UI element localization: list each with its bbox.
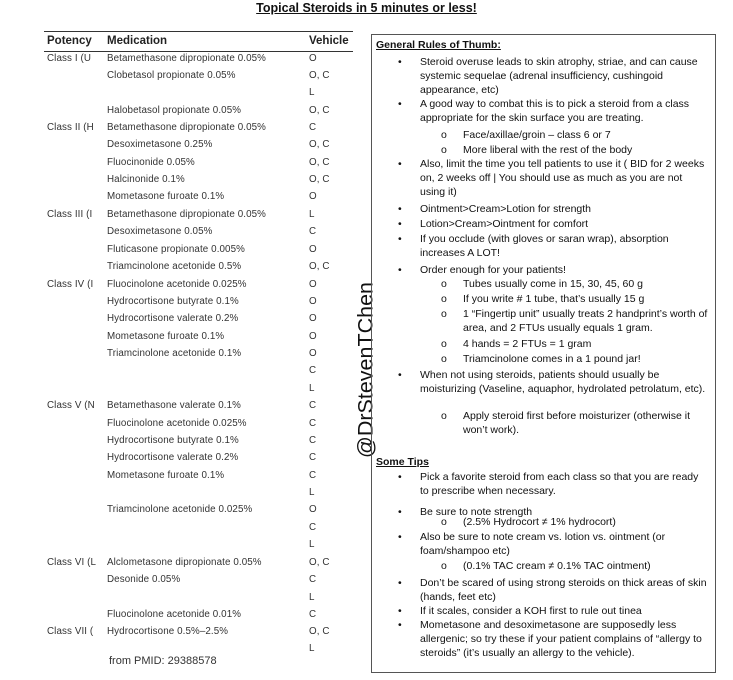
medication-cell: Betamethasone valerate 0.1% <box>107 400 241 411</box>
potency-class-cell: Class II (H <box>47 122 94 133</box>
medication-cell: Fluocinolone acetonide 0.01% <box>107 609 242 620</box>
vehicle-cell: C <box>309 122 317 133</box>
vehicle-cell: C <box>309 365 317 376</box>
bullet-text: If it scales, consider a KOH first to rule out tinea <box>420 605 642 617</box>
bullet-text: If you write # 1 tube, that’s usually 15 g <box>463 293 645 305</box>
vehicle-cell: C <box>309 574 317 585</box>
sub-bullet-icon: o <box>441 293 447 305</box>
medication-cell: Halobetasol propionate 0.05% <box>107 105 242 116</box>
bullet-text: More liberal with the rest of the body <box>463 144 633 156</box>
bullet-text: Face/axillae/groin – class 6 or 7 <box>463 129 611 141</box>
bullet-icon: • <box>398 619 402 631</box>
sub-bullet-icon: o <box>441 410 447 422</box>
potency-class-cell: Class VI (L <box>47 557 97 568</box>
vehicle-cell: L <box>309 643 315 654</box>
medication-cell: Hydrocortisone valerate 0.2% <box>107 452 239 463</box>
medication-cell: Mometasone furoate 0.1% <box>107 470 225 481</box>
bullet-text: When not using steroids, patients should usually be moisturizing (Vaseline, aquaphor, hydrolated petrolatum, etc). <box>420 369 706 395</box>
medication-cell: Halcinonide 0.1% <box>107 174 185 185</box>
sub-bullet-icon: o <box>441 338 447 350</box>
potency-class-cell: Class III (I <box>47 209 93 220</box>
bullet-icon: • <box>398 233 402 245</box>
potency-class-cell: Class VII ( <box>47 626 94 637</box>
medication-cell: Hydrocortisone butyrate 0.1% <box>107 296 239 307</box>
medication-cell: Alclometasone dipropionate 0.05% <box>107 557 262 568</box>
bullet-icon: • <box>398 264 402 276</box>
bullet-text: 4 hands = 2 FTUs = 1 gram <box>463 338 592 350</box>
bullet-text: A good way to combat this is to pick a steroid from a class appropriate for the skin surface you are treating. <box>420 98 690 124</box>
medication-cell: Fluticasone propionate 0.005% <box>107 244 245 255</box>
bullet-text: (0.1% TAC cream ≠ 0.1% TAC ointment) <box>463 560 651 572</box>
vehicle-cell: O <box>309 331 317 342</box>
medication-cell: Mometasone furoate 0.1% <box>107 331 225 342</box>
vehicle-cell: L <box>309 487 315 498</box>
sub-bullet-icon: o <box>441 129 447 141</box>
medication-cell: Mometasone furoate 0.1% <box>107 191 225 202</box>
bullet-text: Lotion>Cream>Ointment for comfort <box>420 218 589 230</box>
bullet-text: Tubes usually come in 15, 30, 45, 60 g <box>463 278 643 290</box>
sub-bullet-icon: o <box>441 278 447 290</box>
medication-cell: Desoximetasone 0.25% <box>107 139 213 150</box>
bullet-text: Order enough for your patients! <box>420 264 566 276</box>
vehicle-cell: O, C <box>309 157 330 168</box>
bullet-text: Also be sure to note cream vs. lotion vs. ointment (or foam/shampoo etc) <box>420 531 666 557</box>
potency-table <box>44 29 353 670</box>
vehicle-cell: L <box>309 383 315 394</box>
bullet-icon: • <box>398 218 402 230</box>
vehicle-cell: O <box>309 504 317 515</box>
bullet-icon: • <box>398 98 402 110</box>
medication-header: Medication <box>107 35 168 47</box>
bullet-text: Be sure to note strength <box>420 506 533 518</box>
bullet-icon: • <box>398 471 402 483</box>
vehicle-cell: C <box>309 435 317 446</box>
potency-header: Potency <box>47 35 92 47</box>
bullet-icon: • <box>398 203 402 215</box>
medication-cell: Fluocinolone acetonide 0.025% <box>107 279 247 290</box>
watermark-text: @DrStevenTChen <box>353 282 378 458</box>
vehicle-cell: O <box>309 53 317 64</box>
medication-cell: Fluocinonide 0.05% <box>107 157 195 168</box>
bullet-text: 1 “Fingertip unit” usually treats 2 handprint’s worth of area, and 2 FTUs usually equals 1 gram. <box>463 308 708 334</box>
bullet-text: Triamcinolone comes in a 1 pound jar! <box>463 353 641 365</box>
vehicle-cell: O, C <box>309 70 330 81</box>
vehicle-cell: C <box>309 226 317 237</box>
vehicle-cell: O <box>309 244 317 255</box>
vehicle-cell: O, C <box>309 174 330 185</box>
bullet-icon: • <box>398 577 402 589</box>
vehicle-cell: C <box>309 400 317 411</box>
bullet-text: Also, limit the time you tell patients to use it ( BID for 2 weeks on, 2 weeks off | You should use as much as you are not using it) <box>420 158 705 198</box>
vehicle-cell: O <box>309 191 317 202</box>
vehicle-header: Vehicle <box>309 35 349 47</box>
sub-bullet-icon: o <box>441 516 447 528</box>
medication-cell: Hydrocortisone butyrate 0.1% <box>107 435 239 446</box>
vehicle-cell: C <box>309 522 317 533</box>
bullet-icon: • <box>398 56 402 68</box>
sub-bullet-icon: o <box>441 308 447 320</box>
sub-bullet-icon: o <box>441 144 447 156</box>
medication-cell: Betamethasone dipropionate 0.05% <box>107 209 266 220</box>
vehicle-cell: O, C <box>309 261 330 272</box>
medication-cell: Clobetasol propionate 0.05% <box>107 70 236 81</box>
general-rules-title: General Rules of Thumb: <box>376 39 501 51</box>
bullet-text: Don’t be scared of using strong steroids on thick areas of skin (hands, feet etc) <box>420 577 707 603</box>
medication-cell: Desonide 0.05% <box>107 574 181 585</box>
source-citation: from PMID: 29388578 <box>109 655 217 667</box>
vehicle-cell: O <box>309 348 317 359</box>
potency-class-cell: Class IV (I <box>47 279 94 290</box>
page-title: Topical Steroids in 5 minutes or less! <box>256 1 477 15</box>
bullet-icon: • <box>398 369 402 381</box>
vehicle-cell: O, C <box>309 626 330 637</box>
sub-bullet-icon: o <box>441 353 447 365</box>
vehicle-cell: C <box>309 452 317 463</box>
vehicle-cell: C <box>309 418 317 429</box>
medication-cell: Hydrocortisone valerate 0.2% <box>107 313 239 324</box>
bullet-text: (2.5% Hydrocort ≠ 1% hydrocort) <box>463 516 616 528</box>
medication-cell: Fluocinolone acetonide 0.025% <box>107 418 247 429</box>
vehicle-cell: O, C <box>309 557 330 568</box>
bullet-text: Mometasone and desoximetasone are supposedly less allergenic; so try these if your patient complains of “allergy to steroids” (it’s usually an allergy to the vehicle). <box>420 619 702 659</box>
potency-class-cell: Class V (N <box>47 400 95 411</box>
vehicle-cell: O <box>309 313 317 324</box>
bullet-icon: • <box>398 158 402 170</box>
potency-class-cell: Class I (U <box>47 53 92 64</box>
vehicle-cell: L <box>309 592 315 603</box>
vehicle-cell: O, C <box>309 105 330 116</box>
vehicle-cell: L <box>309 87 315 98</box>
medication-cell: Triamcinolone acetonide 0.5% <box>107 261 242 272</box>
vehicle-cell: L <box>309 209 315 220</box>
medication-cell: Betamethasone dipropionate 0.05% <box>107 122 266 133</box>
bullet-text: If you occlude (with gloves or saran wrap), absorption increases A LOT! <box>420 233 669 259</box>
bullet-icon: • <box>398 605 402 617</box>
notes-panel <box>371 34 716 673</box>
vehicle-cell: O <box>309 296 317 307</box>
bullet-text: Ointment>Cream>Lotion for strength <box>420 203 592 215</box>
bullet-icon: • <box>398 506 402 518</box>
vehicle-cell: C <box>309 470 317 481</box>
table-header-rule <box>44 51 353 52</box>
bullet-text: Steroid overuse leads to skin atrophy, striae, and can cause systemic sequelae (adrenal insufficiency, cushingoid appearance, etc) <box>420 56 698 96</box>
medication-cell: Triamcinolone acetonide 0.1% <box>107 348 242 359</box>
medication-cell: Betamethasone dipropionate 0.05% <box>107 53 266 64</box>
table-top-rule <box>44 31 353 32</box>
vehicle-cell: C <box>309 609 317 620</box>
medication-cell: Hydrocortisone 0.5%–2.5% <box>107 626 229 637</box>
vehicle-cell: O, C <box>309 139 330 150</box>
bullet-text: Apply steroid first before moisturizer (otherwise it won’t work). <box>463 410 690 436</box>
vehicle-cell: L <box>309 539 315 550</box>
vehicle-cell: O <box>309 279 317 290</box>
medication-cell: Triamcinolone acetonide 0.025% <box>107 504 253 515</box>
some-tips-title: Some Tips <box>376 456 429 468</box>
bullet-icon: • <box>398 531 402 543</box>
medication-cell: Desoximetasone 0.05% <box>107 226 213 237</box>
sub-bullet-icon: o <box>441 560 447 572</box>
bullet-text: Pick a favorite steroid from each class so that you are ready to prescribe when necessary. <box>420 471 699 497</box>
